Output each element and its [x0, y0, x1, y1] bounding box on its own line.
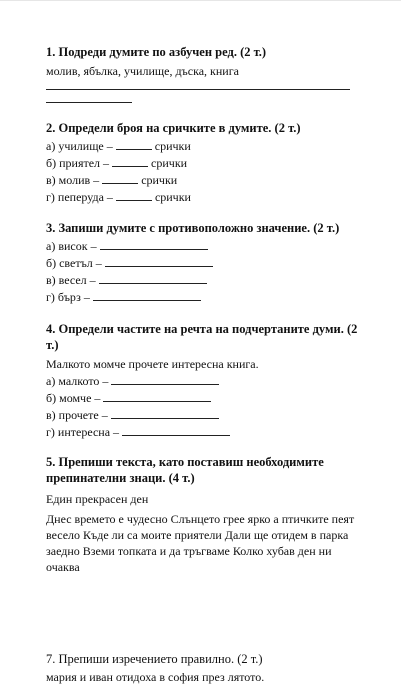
- answer-blank[interactable]: [102, 172, 138, 184]
- task-3-item: [46, 272, 361, 289]
- answer-blank[interactable]: [99, 272, 207, 284]
- task-2-item: [46, 155, 361, 172]
- task-2-heading: 2. Определи броя на сричките в думите. (2 т.): [46, 121, 301, 135]
- task-4-heading: [46, 321, 361, 353]
- item-label: а) висок –: [46, 239, 100, 253]
- task-5-text-title: Един прекрасен ден: [46, 492, 149, 506]
- task-7: [46, 651, 361, 686]
- answer-blank[interactable]: [103, 390, 211, 402]
- task-2-item: [46, 189, 361, 206]
- task-4-heading-line: 4. Определи частите на речта на подчертаните думи. (2: [46, 322, 358, 336]
- task-4-heading-line: т.): [46, 338, 59, 352]
- answer-blank[interactable]: [116, 189, 152, 201]
- task-5-heading: [46, 454, 361, 486]
- item-label: б) приятел –: [46, 156, 113, 170]
- task-3-item: [46, 289, 361, 306]
- item-label: б) светъл –: [46, 256, 105, 270]
- answer-line[interactable]: [46, 89, 350, 90]
- task-3: [46, 220, 361, 306]
- task-1-heading: 1. Подреди думите по азбучен ред. (2 т.): [46, 45, 267, 59]
- task-1-words: молив, ябълка, училище, дъска, книга: [46, 64, 239, 78]
- task-1: [46, 44, 361, 103]
- answer-blank[interactable]: [105, 255, 213, 267]
- item-suffix: срички: [151, 190, 191, 204]
- answer-blank[interactable]: [111, 373, 219, 385]
- answer-line[interactable]: [46, 102, 132, 103]
- item-label: б) момче –: [46, 391, 104, 405]
- item-suffix: срички: [138, 173, 178, 187]
- answer-blank[interactable]: [116, 138, 152, 150]
- task-3-item: [46, 255, 361, 272]
- page-top-edge: [0, 0, 401, 1]
- item-label: а) училище –: [46, 139, 116, 153]
- task-3-heading: 3. Запиши думите с противоположно значение. (2 т.): [46, 221, 340, 235]
- task-4: [46, 321, 361, 441]
- task-4-sentence: Малкото момче прочете интересна книга.: [46, 357, 259, 371]
- answer-blank[interactable]: [93, 289, 201, 301]
- task-2-item: [46, 172, 361, 189]
- task-5-text: Днес времето е чудесно Слънцето грее ярко а птичките пеят весело Къде ли са моите приятели Дали ще отидем в парка заедно Вземи топката и да тръгваме Колко хубав ден ни очаква: [46, 512, 355, 574]
- item-label: в) весел –: [46, 273, 99, 287]
- item-label: г) интересна –: [46, 425, 123, 439]
- task-4-item: [46, 390, 361, 407]
- task-4-item: [46, 407, 361, 424]
- task-3-item: [46, 238, 361, 255]
- item-suffix: срички: [151, 139, 191, 153]
- task-5-heading-line: 5. Препиши текста, като поставиш необходимите: [46, 455, 324, 469]
- item-label: а) малкото –: [46, 374, 112, 388]
- answer-blank[interactable]: [111, 407, 219, 419]
- answer-blank[interactable]: [112, 155, 148, 167]
- task-7-sentence: мария и иван отидоха в софия през лятото.: [46, 670, 265, 684]
- task-7-heading: 7. Препиши изречението правилно. (2 т.): [46, 652, 263, 666]
- task-5-heading-line: препинателни знаци. (4 т.): [46, 471, 195, 485]
- item-label: в) прочете –: [46, 408, 111, 422]
- item-label: г) пеперуда –: [46, 190, 116, 204]
- task-5: [46, 454, 361, 575]
- task-2-item: [46, 138, 361, 155]
- item-label: г) бърз –: [46, 290, 93, 304]
- item-label: в) молив –: [46, 173, 103, 187]
- item-suffix: срички: [148, 156, 188, 170]
- answer-blank[interactable]: [100, 238, 208, 250]
- task-2: [46, 120, 361, 206]
- task-4-item: [46, 373, 361, 390]
- answer-blank[interactable]: [122, 424, 230, 436]
- task-4-item: [46, 424, 361, 441]
